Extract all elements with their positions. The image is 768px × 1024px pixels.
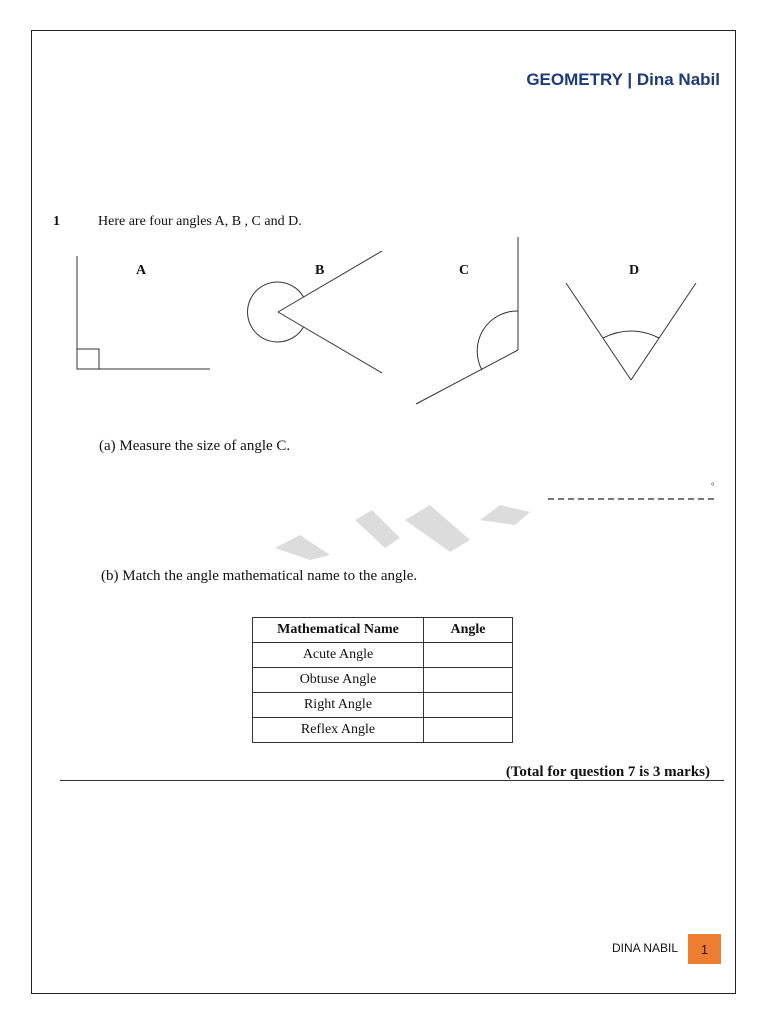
degree-symbol: ° bbox=[711, 481, 715, 491]
angle-label-c: C bbox=[459, 263, 470, 278]
angle-label-a: A bbox=[136, 263, 147, 278]
matching-table bbox=[252, 617, 513, 743]
answer-line[interactable] bbox=[548, 498, 714, 500]
table-cell-answer[interactable] bbox=[424, 693, 513, 718]
table-cell-answer[interactable] bbox=[424, 668, 513, 693]
part-b-text: (b) Match the angle mathematical name to the angle. bbox=[101, 568, 418, 584]
table-cell-name: Obtuse Angle bbox=[253, 668, 424, 693]
angle-label-b: B bbox=[315, 263, 325, 278]
table-cell-name: Right Angle bbox=[253, 693, 424, 718]
table-cell-name: Reflex Angle bbox=[253, 718, 424, 743]
footer-author: DINA NABIL bbox=[612, 941, 679, 955]
total-marks: (Total for question 7 is 3 marks) bbox=[505, 764, 710, 780]
table-row bbox=[253, 668, 513, 693]
table-row bbox=[253, 693, 513, 718]
table-header-name: Mathematical Name bbox=[253, 618, 424, 643]
table-row bbox=[253, 718, 513, 743]
question-text: Here are four angles A, B , C and D. bbox=[98, 214, 302, 229]
page-number: 1 bbox=[688, 934, 721, 964]
table-cell-answer[interactable] bbox=[424, 643, 513, 668]
table-cell-answer[interactable] bbox=[424, 718, 513, 743]
question-number: 1 bbox=[53, 214, 60, 229]
part-a-text: (a) Measure the size of angle C. bbox=[99, 438, 291, 454]
table-cell-name: Acute Angle bbox=[253, 643, 424, 668]
page-title: GEOMETRY | Dina Nabil bbox=[526, 70, 720, 89]
table-row bbox=[253, 643, 513, 668]
angle-label-d: D bbox=[629, 263, 640, 278]
table-header-row bbox=[253, 618, 513, 643]
table-header-angle: Angle bbox=[424, 618, 513, 643]
divider bbox=[60, 780, 724, 781]
